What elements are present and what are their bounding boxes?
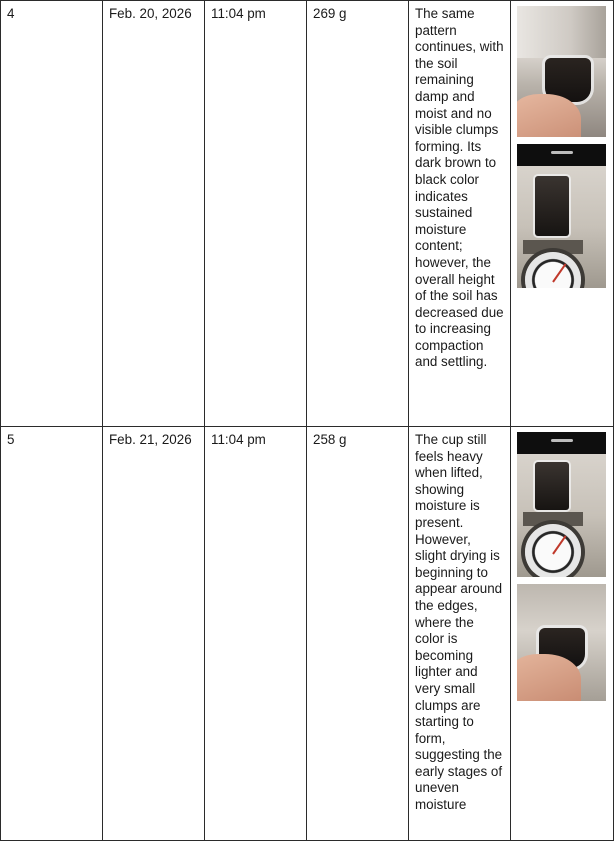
observation-cell: The cup still feels heavy when lifted, showing moisture is present. However, slight drying is beginning to appear around the edges, where the color is becoming lighter and very small clumps are starting to form, suggesting the early stages of uneven moisture [409,427,511,841]
date-cell: Feb. 20, 2026 [103,1,205,427]
mass-cell: 258 g [307,427,409,841]
photo-cell [511,427,614,841]
day-cell: 4 [1,1,103,427]
soil-cup-on-scale-photo [517,432,606,577]
soil-cup-on-scale-photo [517,144,606,288]
soil-cup-in-hand-photo [517,6,606,137]
time-cell: 11:04 pm [205,1,307,427]
mass-cell: 269 g [307,1,409,427]
soil-cup-in-hand-photo [517,584,606,701]
photo-cell [511,1,614,427]
observation-cell: The same pattern continues, with the soil remaining damp and moist and no visible clumps forming. Its dark brown to black color indicates sustained moisture content; however, the overall height of the soil has decreased due to increasing compaction and settling. [409,1,511,427]
table-row [1,1,614,427]
table-row [1,427,614,841]
time-cell: 11:04 pm [205,427,307,841]
day-cell: 5 [1,427,103,841]
date-cell: Feb. 21, 2026 [103,427,205,841]
